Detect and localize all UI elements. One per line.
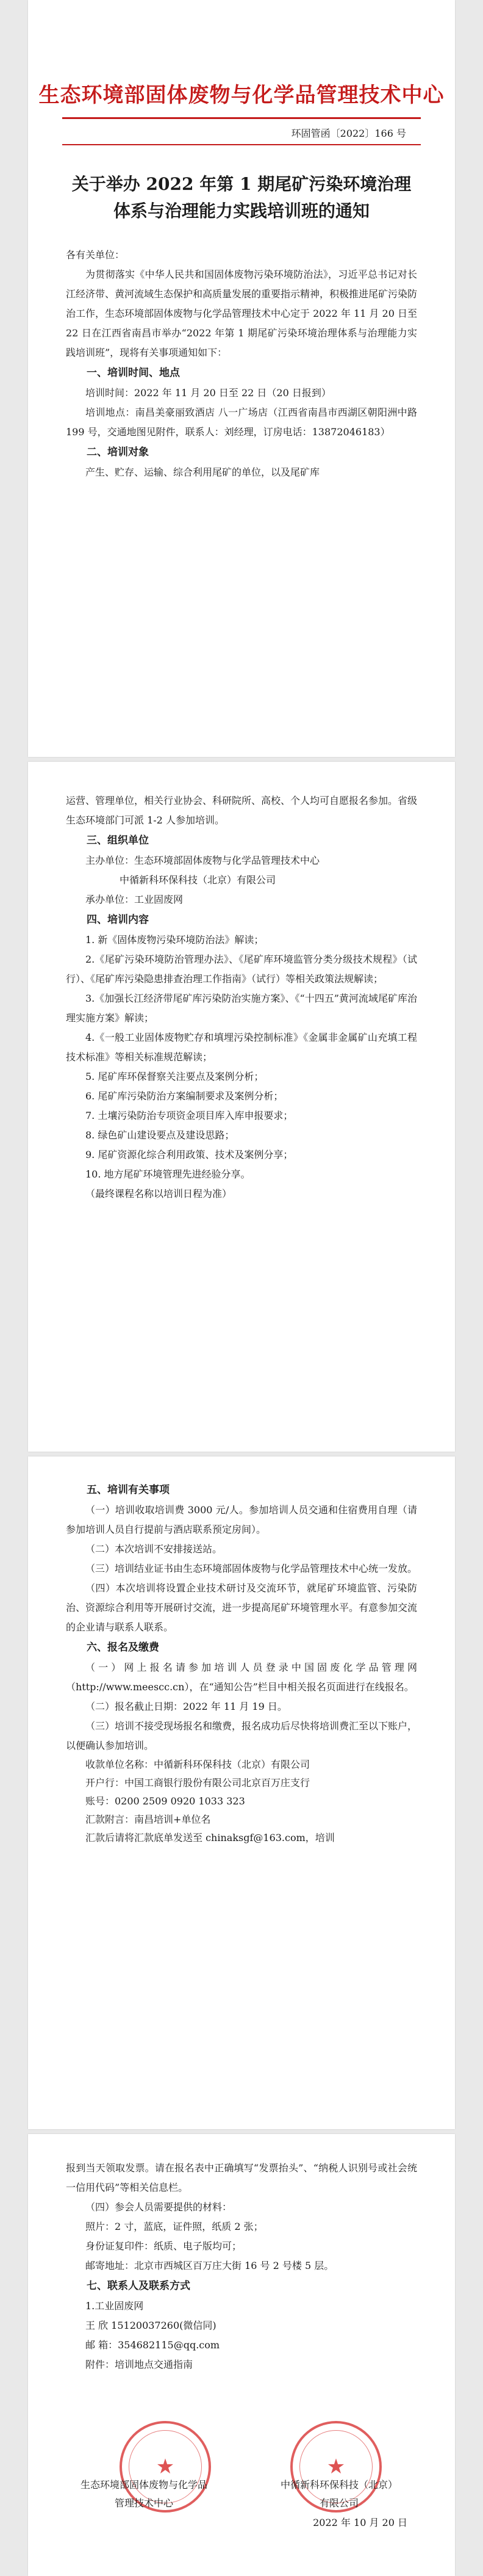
matter-4: （四）本次培训将设置企业技术研讨及交流环节，就尾矿环境监管、污染防治、资源综合利用等开展研讨交流，进一步提高尾矿环境管理水平。有意参加交流的企业请与联系人联系。	[66, 1582, 418, 1633]
issue-date: 2022 年 10 月 20 日	[313, 2517, 407, 2528]
materials-heading: （四）参会人员需要提供的材料：	[85, 2201, 232, 2213]
section-7-heading: 七、联系人及联系方式	[87, 2280, 190, 2292]
content-item: 3.《加强长江经济带尾矿库污染防治实施方案》、《“十四五”黄河流域尾矿库治理实施方案》解读；	[66, 993, 417, 1024]
contact-org: 1.工业固废网	[85, 2300, 144, 2312]
section-2-heading: 二、培训对象	[87, 446, 149, 458]
content-item: 7. 土壤污染防治专项资金项目库入库申报要求；	[85, 1110, 293, 1121]
content-item: 8. 绿色矿山建设要点及建设思路；	[85, 1129, 235, 1141]
registration-1: （一）网上报名请参加培训人员登录中国固废化学品管理网（http://www.meescc.cn），在“通知公告”栏目中相关报名页面进行在线报名。	[66, 1662, 417, 1693]
signature-left-line-1: 生态环境部固体废物与化学品	[80, 2479, 207, 2491]
attachment-note: 附件：培训地点交通指南	[85, 2359, 193, 2370]
matter-2: （二）本次培训不安排接送站。	[85, 1543, 223, 1555]
signature-right	[248, 2476, 431, 2513]
section-3-heading: 三、组织单位	[87, 834, 149, 847]
matter-3: （三）培训结业证书由生态环境部固体废物与化学品管理技术中心统一发放。	[85, 1563, 418, 1574]
material-id: 身份证复印件：纸质、电子版均可；	[85, 2240, 242, 2252]
page-3-body	[66, 1480, 417, 1847]
content-item: 5. 尾矿库环保督察关注要点及案例分析；	[85, 1071, 264, 1082]
registration-3: （三）培训不接受现场报名和缴费，报名成功后尽快将培训费汇至以下账户，以便确认参加培训。	[66, 1720, 418, 1751]
letterhead-org: 生态环境部固体废物与化学品管理技术中心	[38, 83, 445, 107]
section-4-heading: 四、培训内容	[87, 914, 149, 926]
document-number: 环固管函〔2022〕166 号	[291, 128, 406, 139]
content-note: （最终课程名称以培训日程为准）	[85, 1188, 232, 1199]
page-4-body	[66, 2158, 417, 2375]
host-1: 生态环境部固体废物与化学品管理技术中心	[134, 855, 320, 866]
payee-bank: 开户行：中国工商银行股份有限公司北京百万庄支行	[85, 1777, 310, 1789]
host-2: 中循新科环保科技（北京）有限公司	[120, 874, 276, 886]
registration-2: （二）报名截止日期：2022 年 11 月 19 日。	[85, 1701, 287, 1712]
letterhead-rule-2	[62, 144, 421, 145]
content-item: 10. 地方尾矿环境管理先进经验分享。	[85, 1168, 251, 1180]
section-1-heading: 一、培训时间、地点	[87, 367, 180, 379]
content-item: 6. 尾矿库污染防治方案编制要求及案例分析；	[85, 1090, 284, 1102]
registration-3-continued: 报到当天领取发票。请在报名表中正确填写“发票抬头”、“纳税人识别号或社会统一信用代码”等相关信息栏。	[66, 2162, 417, 2193]
section-5-heading: 五、培训有关事项	[87, 1484, 170, 1496]
page-3	[28, 1456, 455, 2129]
host-units	[66, 851, 417, 870]
organizer-unit	[66, 890, 417, 910]
signature-right-line-2: 有限公司	[319, 2497, 359, 2509]
star-icon: ★	[156, 2455, 175, 2479]
title-line-2: 体系与治理能力实践培训班的通知	[113, 201, 370, 221]
payment-tail: 汇款后请将汇款底单发送至 chinaksgf@163.com，培训	[85, 1832, 335, 1843]
letterhead-rule	[62, 117, 421, 119]
page-2	[28, 762, 455, 1452]
content-item: 1. 新《固体废物污染环境防治法》解读；	[85, 934, 264, 946]
signature-left	[52, 2476, 235, 2513]
target-paragraph-2: 运营、管理单位，相关行业协会、科研院所、高校、个人均可自愿报名参加。省级生态环境部门可派 1-2 人参加培训。	[66, 795, 418, 826]
signature-right-line-1: 中循新科环保科技（北京）	[280, 2479, 398, 2491]
payee-account: 账号：0200 2509 0920 1033 323	[85, 1795, 245, 1807]
organizer-name: 工业固废网	[134, 894, 184, 905]
payment-remark: 汇款附言：南昌培训+单位名	[85, 1814, 211, 1825]
host-label: 主办单位：	[85, 855, 135, 866]
content-item: 9. 尾矿资源化综合利用政策、技术及案例分享；	[85, 1149, 293, 1160]
training-time: 培训时间：2022 年 11 月 20 日至 22 日（20 日报到）	[85, 387, 331, 399]
page-2-body	[66, 791, 417, 1204]
intro-paragraph: 为贯彻落实《中华人民共和国固体废物污染环境防治法》，习近平总书记对长江经济带、黄河流域生态保护和高质量发展的重要指示精神，积极推进尾矿污染防治工作，生态环境部固体废物与化学品管理技术中心定于 2022 年 11 月 20 日至 22 日在江西省南昌市举办“2022 年第 1 期尾矿污染环境治理体系与治理能力实践培训班”，现将有关事项通知如下：	[66, 269, 418, 358]
page-1-body	[66, 245, 417, 482]
payee-name: 收款单位名称：中循新科环保科技（北京）有限公司	[85, 1759, 310, 1770]
section-6-heading: 六、报名及缴费	[87, 1641, 159, 1654]
signature-left-line-2: 管理技术中心	[114, 2497, 173, 2509]
content-item: 4.《一般工业固体废物贮存和填埋污染控制标准》《金属非金属矿山充填工程技术标准》等相关标准规范解读；	[66, 1032, 417, 1063]
matter-1: （一）培训收取培训费 3000 元/人。参加培训人员交通和住宿费用自理（请参加培训人员自行提前与酒店联系预定房间）。	[66, 1504, 417, 1535]
material-address: 邮寄地址：北京市西城区百万庄大街 16 号 2 号楼 5 层。	[85, 2260, 334, 2271]
training-place: 培训地点：南昌美豪丽致酒店 八一广场店（江西省南昌市西湖区朝阳洲中路 199 号，交通地图见附件，联系人：刘经理，订房电话：13872046183）	[66, 407, 417, 438]
star-icon: ★	[326, 2455, 346, 2479]
salutation: 各有关单位：	[66, 249, 125, 261]
target-paragraph-1: 产生、贮存、运输、综合利用尾矿的单位，以及尾矿库	[85, 466, 320, 478]
page-1	[28, 0, 455, 757]
contact-name: 王 欣 15120037260(微信同)	[85, 2320, 216, 2331]
contact-email: 邮 箱：354682115@qq.com	[85, 2339, 220, 2351]
title-line-1: 关于举办 2022 年第 1 期尾矿污染环境治理	[71, 174, 412, 194]
material-photo: 照片：2 寸，蓝底，证件照，纸质 2 张；	[85, 2221, 263, 2232]
content-item: 2.《尾矿污染环境防治管理办法》、《尾矿库环境监管分类分级技术规程》（试行）、《尾矿库污染隐患排查治理工作指南》（试行）等相关政策法规解读；	[66, 953, 417, 985]
organizer-label: 承办单位：	[85, 894, 135, 905]
document-title	[28, 171, 455, 225]
page-4	[28, 2134, 455, 2576]
